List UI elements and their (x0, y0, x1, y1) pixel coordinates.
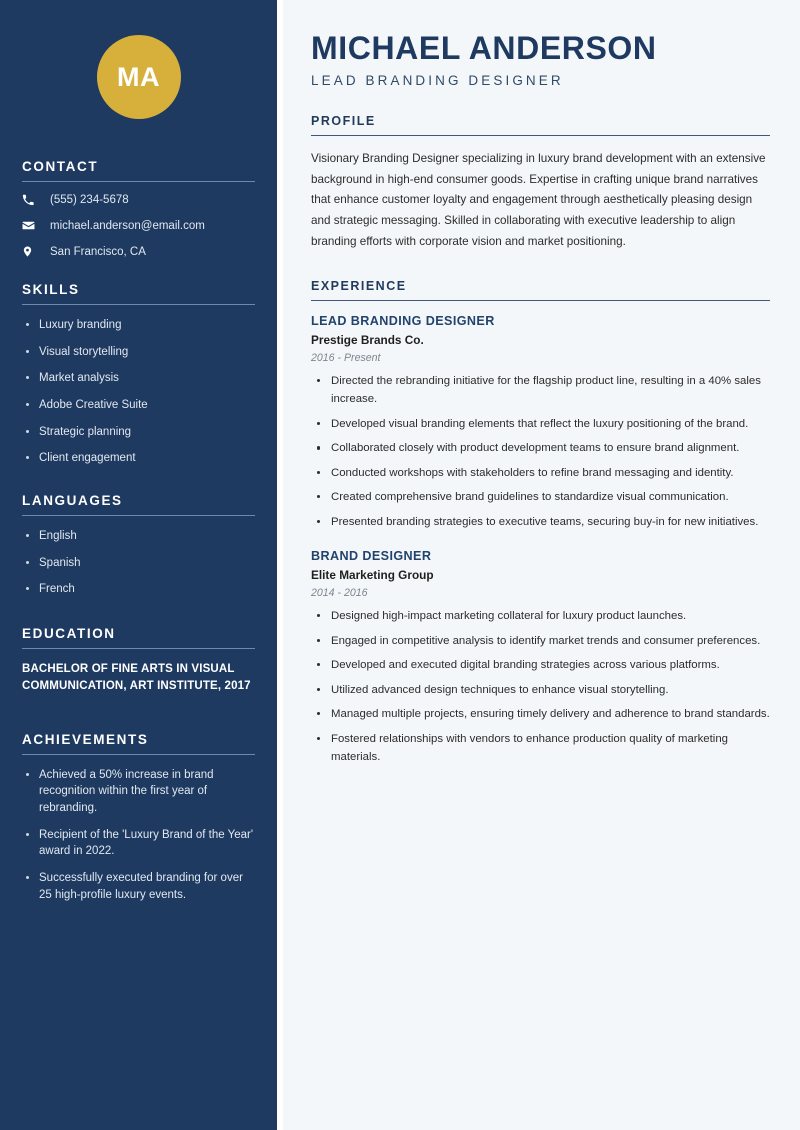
list-item: Collaborated closely with product development teams to ensure brand alignment. (311, 439, 770, 457)
section-profile (311, 114, 770, 253)
divider (311, 135, 770, 136)
sidebar (0, 0, 277, 1130)
divider (311, 300, 770, 301)
education-entry: BACHELOR OF FINE ARTS IN VISUAL COMMUNICATION, ART INSTITUTE, 2017 (22, 663, 251, 693)
avatar: MA (97, 35, 181, 119)
divider (22, 754, 255, 755)
list-item: Created comprehensive brand guidelines to standardize visual communication. (311, 488, 770, 506)
divider (22, 304, 255, 305)
job-dates: 2016 - Present (311, 351, 381, 364)
location-pin-icon (22, 245, 42, 258)
list-item: Fostered relationships with vendors to enhance production quality of marketing materials. (311, 730, 770, 767)
list-item: Spanish (22, 555, 255, 572)
sidebar-section-languages (22, 493, 255, 598)
divider (22, 515, 255, 516)
section-heading-experience: EXPERIENCE (311, 278, 407, 293)
list-item: French (22, 581, 255, 598)
main-content (283, 0, 800, 1130)
envelope-icon (22, 219, 42, 232)
job-title: LEAD BRANDING DESIGNER (311, 313, 495, 328)
profile-text: Visionary Branding Designer specializing in luxury brand development with an extensive background in high-end consumer goods. Expertise in crafting unique brand narratives that enhance customer loyalty and engagement through aesthetically pleasing design and strategic messaging. Skilled in collaborating with executive leadership to align branding efforts with corporate vision and market positioning. (311, 151, 766, 249)
list-item: Developed visual branding elements that reflect the luxury positioning of the brand. (311, 415, 770, 433)
job-dates: 2014 - 2016 (311, 587, 368, 600)
page-title: MICHAEL ANDERSON (311, 30, 657, 66)
contact-value-phone: (555) 234-5678 (50, 194, 129, 206)
list-item: Managed multiple projects, ensuring timely delivery and adherence to brand standards. (311, 705, 770, 723)
contact-item-location[interactable] (22, 245, 255, 258)
phone-icon (22, 194, 42, 206)
job-company: Prestige Brands Co. (311, 332, 424, 347)
list-item: Successfully executed branding for over 25 high-profile luxury events. (22, 870, 255, 903)
list-item: Recipient of the 'Luxury Brand of the Year' award in 2022. (22, 827, 255, 860)
job-bullets-list (311, 607, 770, 766)
list-item: Presented branding strategies to executive teams, securing buy-in for new initiatives. (311, 513, 770, 531)
list-item: Strategic planning (22, 424, 255, 441)
list-item: Luxury branding (22, 317, 255, 334)
job-title: BRAND DESIGNER (311, 549, 432, 564)
sidebar-section-skills (22, 282, 255, 467)
sidebar-section-contact (22, 159, 255, 258)
contact-item-phone[interactable] (22, 194, 255, 206)
contact-value-location: San Francisco, CA (50, 245, 146, 258)
list-item: Engaged in competitive analysis to identify market trends and consumer preferences. (311, 632, 770, 650)
list-item: Directed the rebranding initiative for the flagship product line, resulting in a 40% sales increase. (311, 372, 770, 409)
list-item: Adobe Creative Suite (22, 397, 255, 414)
achievements-list (22, 767, 255, 904)
list-item: English (22, 528, 255, 545)
contact-value-email: michael.anderson@email.com (50, 219, 205, 232)
languages-list (22, 528, 255, 598)
job-company: Elite Marketing Group (311, 568, 434, 583)
sidebar-section-achievements (22, 732, 255, 904)
divider (22, 648, 255, 649)
job-bullets-list (311, 372, 770, 531)
sidebar-heading-skills: SKILLS (22, 282, 80, 297)
sidebar-heading-achievements: ACHIEVEMENTS (22, 731, 149, 747)
section-heading-profile: PROFILE (311, 113, 376, 128)
list-item: Utilized advanced design techniques to enhance visual storytelling. (311, 681, 770, 699)
list-item: Designed high-impact marketing collateral for luxury product launches. (311, 607, 770, 625)
contact-item-email[interactable] (22, 219, 255, 232)
list-item: Market analysis (22, 370, 255, 387)
sidebar-heading-languages: LANGUAGES (22, 493, 123, 509)
list-item: Achieved a 50% increase in brand recognition within the first year of rebranding. (22, 767, 255, 817)
experience-entry (311, 549, 770, 766)
list-item: Visual storytelling (22, 344, 255, 361)
list-item: Client engagement (22, 450, 255, 467)
list-item: Developed and executed digital branding strategies across various platforms. (311, 656, 770, 674)
divider (22, 181, 255, 182)
section-experience (311, 279, 770, 767)
sidebar-heading-contact: CONTACT (22, 159, 99, 174)
experience-entry (311, 314, 770, 531)
list-item: Conducted workshops with stakeholders to refine brand messaging and identity. (311, 464, 770, 482)
skills-list (22, 317, 255, 467)
job-role-subtitle: LEAD BRANDING DESIGNER (311, 72, 564, 88)
sidebar-section-education (22, 626, 255, 696)
avatar-container (22, 0, 255, 159)
sidebar-heading-education: EDUCATION (22, 626, 116, 642)
